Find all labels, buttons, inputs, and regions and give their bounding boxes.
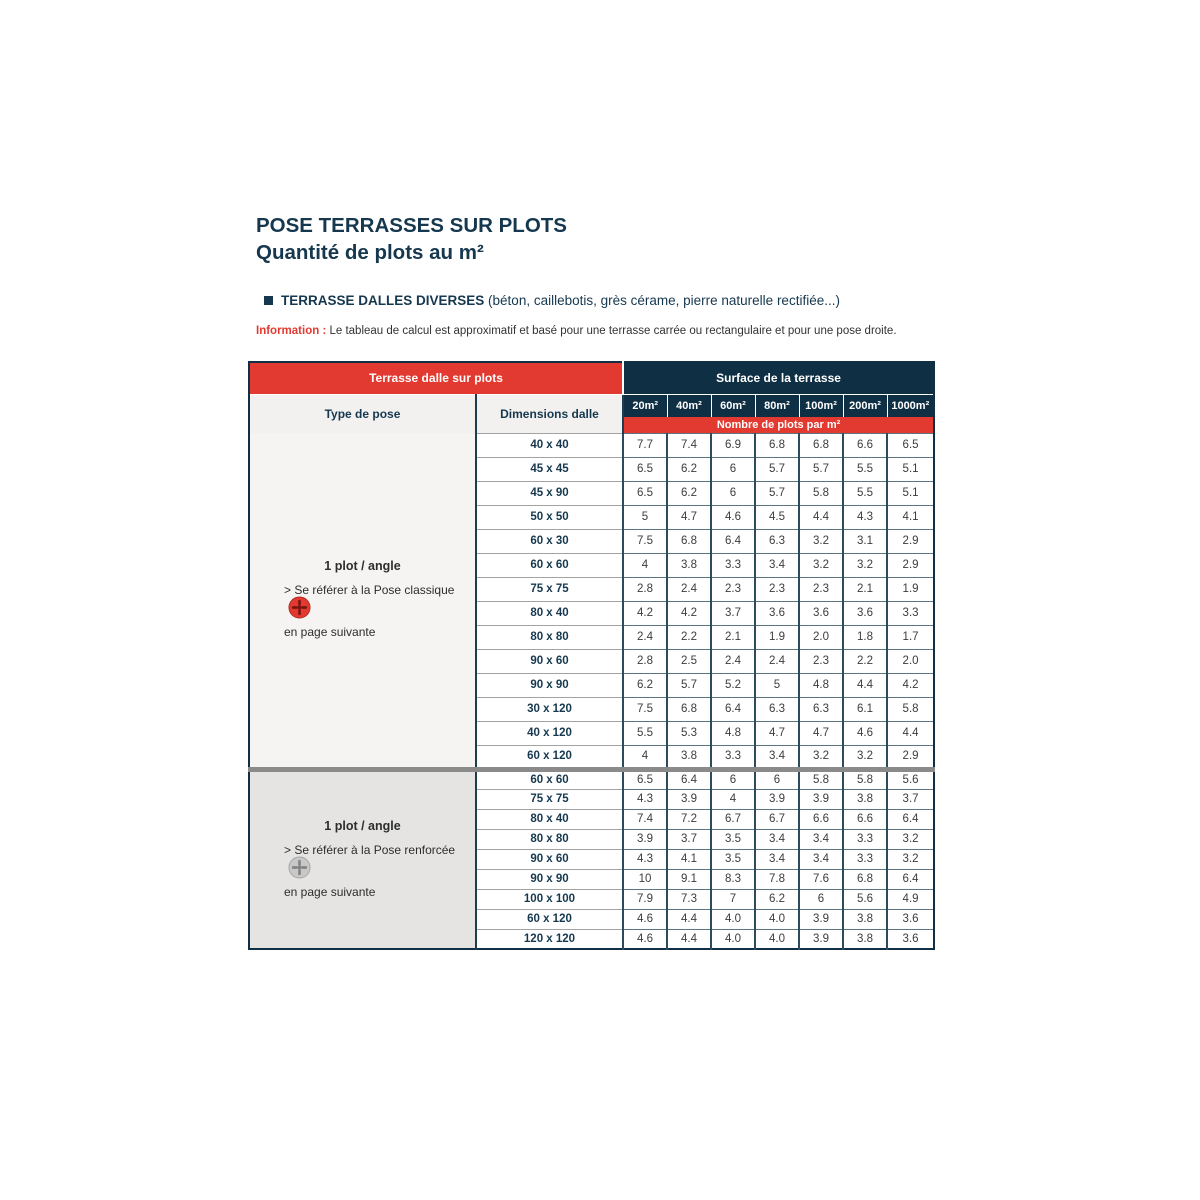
plots-value-cell: 2.9 xyxy=(887,529,934,553)
pose-note-line1: > Se référer à la Pose classique xyxy=(284,582,455,597)
plots-value-cell: 10 xyxy=(623,869,667,889)
plots-value-cell: 3.1 xyxy=(843,529,887,553)
plots-value-cell: 2.8 xyxy=(623,577,667,601)
plots-value-cell: 7.7 xyxy=(623,433,667,457)
plots-value-cell: 1.9 xyxy=(755,625,799,649)
plots-value-cell: 2.3 xyxy=(755,577,799,601)
plots-value-cell: 7.3 xyxy=(667,889,711,909)
plots-value-cell: 5.5 xyxy=(843,481,887,505)
dimension-cell: 60 x 30 xyxy=(476,529,623,553)
plots-value-cell: 2.4 xyxy=(711,649,755,673)
plots-value-cell: 6.8 xyxy=(755,433,799,457)
plots-value-cell: 2.0 xyxy=(799,625,843,649)
plots-value-cell: 6.6 xyxy=(843,809,887,829)
plots-value-cell: 3.4 xyxy=(755,745,799,769)
plots-value-cell: 4.6 xyxy=(711,505,755,529)
subheader-nombre-de-plots: Nombre de plots par m² xyxy=(623,417,934,433)
plots-value-cell: 3.9 xyxy=(799,909,843,929)
plots-value-cell: 3.4 xyxy=(799,829,843,849)
plots-value-cell: 2.4 xyxy=(623,625,667,649)
plots-value-cell: 5.5 xyxy=(843,457,887,481)
plots-value-cell: 2.2 xyxy=(843,649,887,673)
plots-value-cell: 4.0 xyxy=(755,929,799,949)
dimension-cell: 80 x 40 xyxy=(476,809,623,829)
column-header-60m2: 60m² xyxy=(711,394,755,417)
plots-value-cell: 7.2 xyxy=(667,809,711,829)
plots-value-cell: 7.5 xyxy=(623,697,667,721)
plots-value-cell: 5.8 xyxy=(843,769,887,789)
pose-classique-icon xyxy=(288,596,311,619)
plots-value-cell: 4.7 xyxy=(755,721,799,745)
pose-note-line2: en page suivante xyxy=(284,625,376,640)
dimension-cell: 80 x 40 xyxy=(476,601,623,625)
plots-value-cell: 5.7 xyxy=(755,457,799,481)
plots-value-cell: 3.3 xyxy=(711,745,755,769)
info-label: Information : xyxy=(256,325,327,337)
column-header-1000m2: 1000m² xyxy=(887,394,934,417)
plots-value-cell: 4.2 xyxy=(667,601,711,625)
plots-value-cell: 3.9 xyxy=(623,829,667,849)
plots-value-cell: 2.4 xyxy=(755,649,799,673)
plots-value-cell: 4.8 xyxy=(799,673,843,697)
plot-icon-wrap xyxy=(288,596,311,624)
plots-value-cell: 5.8 xyxy=(799,481,843,505)
plots-value-cell: 7.6 xyxy=(799,869,843,889)
plots-value-cell: 1.9 xyxy=(887,577,934,601)
plots-value-cell: 6.8 xyxy=(843,869,887,889)
plots-table-body xyxy=(249,433,934,949)
plots-value-cell: 6.5 xyxy=(623,769,667,789)
type-de-pose-cell xyxy=(249,433,476,769)
column-header-40m2: 40m² xyxy=(667,394,711,417)
plots-table xyxy=(248,361,935,950)
table-row xyxy=(249,433,934,457)
plots-value-cell: 5.1 xyxy=(887,481,934,505)
dimension-cell: 45 x 45 xyxy=(476,457,623,481)
plots-value-cell: 3.3 xyxy=(843,829,887,849)
dimension-cell: 90 x 60 xyxy=(476,649,623,673)
plots-value-cell: 4.4 xyxy=(887,721,934,745)
plots-value-cell: 5.6 xyxy=(887,769,934,789)
plots-value-cell: 6 xyxy=(711,481,755,505)
plots-value-cell: 6.3 xyxy=(799,697,843,721)
plots-value-cell: 1.8 xyxy=(843,625,887,649)
plots-value-cell: 6 xyxy=(755,769,799,789)
plots-value-cell: 6.3 xyxy=(755,529,799,553)
plots-value-cell: 3.3 xyxy=(843,849,887,869)
pose-type-title: 1 plot / angle xyxy=(324,558,401,573)
plots-value-cell: 6.7 xyxy=(755,809,799,829)
plots-value-cell: 3.8 xyxy=(843,789,887,809)
dimension-cell: 80 x 80 xyxy=(476,625,623,649)
plot-icon-wrap xyxy=(288,856,311,884)
plots-value-cell: 4.2 xyxy=(887,673,934,697)
plots-value-cell: 2.1 xyxy=(711,625,755,649)
plots-value-cell: 6.9 xyxy=(711,433,755,457)
header-terrasse-dalle-sur-plots: Terrasse dalle sur plots xyxy=(249,362,623,394)
plots-value-cell: 3.2 xyxy=(799,529,843,553)
plots-value-cell: 7.9 xyxy=(623,889,667,909)
plots-value-cell: 3.7 xyxy=(887,789,934,809)
plots-value-cell: 5.2 xyxy=(711,673,755,697)
plots-value-cell: 7.4 xyxy=(623,809,667,829)
pose-type-note xyxy=(250,842,475,901)
section-heading xyxy=(264,293,933,308)
plots-value-cell: 4.1 xyxy=(667,849,711,869)
plots-value-cell: 7.8 xyxy=(755,869,799,889)
column-header-20m2: 20m² xyxy=(623,394,667,417)
dimension-cell: 90 x 60 xyxy=(476,849,623,869)
plots-value-cell: 3.7 xyxy=(711,601,755,625)
plots-value-cell: 3.8 xyxy=(843,929,887,949)
plots-value-cell: 3.3 xyxy=(711,553,755,577)
plots-value-cell: 4.3 xyxy=(623,849,667,869)
plots-value-cell: 4.4 xyxy=(667,929,711,949)
plots-value-cell: 7.4 xyxy=(667,433,711,457)
plots-value-cell: 8.3 xyxy=(711,869,755,889)
plots-value-cell: 2.1 xyxy=(843,577,887,601)
plots-value-cell: 7.5 xyxy=(623,529,667,553)
dimension-cell: 120 x 120 xyxy=(476,929,623,949)
column-header-type-de-pose: Type de pose xyxy=(249,394,476,433)
plots-value-cell: 2.9 xyxy=(887,553,934,577)
plots-value-cell: 5.8 xyxy=(887,697,934,721)
plots-value-cell: 4.4 xyxy=(799,505,843,529)
plots-value-cell: 2.3 xyxy=(799,577,843,601)
page-title-line2: Quantité de plots au m² xyxy=(256,241,484,264)
plots-value-cell: 3.9 xyxy=(667,789,711,809)
plots-value-cell: 6.2 xyxy=(667,457,711,481)
plots-value-cell: 3.2 xyxy=(799,553,843,577)
pose-type-title: 1 plot / angle xyxy=(324,818,401,833)
plots-value-cell: 2.0 xyxy=(887,649,934,673)
plots-value-cell: 3.6 xyxy=(755,601,799,625)
plots-value-cell: 3.8 xyxy=(667,745,711,769)
plots-value-cell: 4.6 xyxy=(843,721,887,745)
plots-value-cell: 3.3 xyxy=(887,601,934,625)
type-de-pose-cell xyxy=(249,769,476,949)
plots-value-cell: 6.2 xyxy=(623,673,667,697)
plots-value-cell: 4.0 xyxy=(711,909,755,929)
dimension-cell: 90 x 90 xyxy=(476,869,623,889)
plots-value-cell: 3.9 xyxy=(799,789,843,809)
plots-value-cell: 3.4 xyxy=(755,829,799,849)
plots-value-cell: 3.9 xyxy=(799,929,843,949)
dimension-cell: 90 x 90 xyxy=(476,673,623,697)
plots-value-cell: 4.1 xyxy=(887,505,934,529)
plots-value-cell: 7 xyxy=(711,889,755,909)
table-row xyxy=(249,769,934,789)
plots-value-cell: 3.5 xyxy=(711,829,755,849)
plots-value-cell: 5.5 xyxy=(623,721,667,745)
dimension-cell: 45 x 90 xyxy=(476,481,623,505)
info-text: Le tableau de calcul est approximatif et basé pour une terrasse carrée ou rectangulaire et pour une pose droite. xyxy=(326,325,897,337)
pose-renforcee-icon xyxy=(288,856,311,879)
plots-value-cell: 3.6 xyxy=(799,601,843,625)
dimension-cell: 60 x 60 xyxy=(476,553,623,577)
page-title-line1: POSE TERRASSES SUR PLOTS xyxy=(256,214,567,237)
plots-value-cell: 4.5 xyxy=(755,505,799,529)
plots-value-cell: 4.0 xyxy=(755,909,799,929)
plots-value-cell: 6.7 xyxy=(711,809,755,829)
plots-value-cell: 2.4 xyxy=(667,577,711,601)
dimension-cell: 75 x 75 xyxy=(476,789,623,809)
plots-value-cell: 6.4 xyxy=(667,769,711,789)
plots-value-cell: 2.5 xyxy=(667,649,711,673)
plots-value-cell: 4.7 xyxy=(799,721,843,745)
dimension-cell: 40 x 120 xyxy=(476,721,623,745)
dimension-cell: 60 x 120 xyxy=(476,909,623,929)
plots-value-cell: 4.0 xyxy=(711,929,755,949)
plots-value-cell: 6.6 xyxy=(799,809,843,829)
plots-value-cell: 6.5 xyxy=(623,481,667,505)
plots-value-cell: 4.6 xyxy=(623,909,667,929)
plots-value-cell: 4.4 xyxy=(667,909,711,929)
plots-value-cell: 6.8 xyxy=(667,697,711,721)
plots-value-cell: 3.9 xyxy=(755,789,799,809)
plots-value-cell: 3.8 xyxy=(843,909,887,929)
plots-value-cell: 5.7 xyxy=(755,481,799,505)
dimension-cell: 60 x 60 xyxy=(476,769,623,789)
plots-value-cell: 6.4 xyxy=(887,809,934,829)
plots-value-cell: 6 xyxy=(799,889,843,909)
dimension-cell: 40 x 40 xyxy=(476,433,623,457)
plots-value-cell: 2.8 xyxy=(623,649,667,673)
plots-value-cell: 3.2 xyxy=(887,829,934,849)
pose-note-line1: > Se référer à la Pose renforcée xyxy=(284,842,456,857)
page-title xyxy=(256,212,933,266)
plots-value-cell: 3.2 xyxy=(843,553,887,577)
document-content xyxy=(248,212,933,950)
plots-value-cell: 4 xyxy=(623,553,667,577)
plots-value-cell: 6.6 xyxy=(843,433,887,457)
plots-value-cell: 5 xyxy=(623,505,667,529)
plots-value-cell: 3.2 xyxy=(887,849,934,869)
column-header-80m2: 80m² xyxy=(755,394,799,417)
plots-value-cell: 9.1 xyxy=(667,869,711,889)
dimension-cell: 60 x 120 xyxy=(476,745,623,769)
plots-value-cell: 3.4 xyxy=(755,553,799,577)
dimension-cell: 80 x 80 xyxy=(476,829,623,849)
plots-value-cell: 6.4 xyxy=(711,697,755,721)
plots-value-cell: 6 xyxy=(711,457,755,481)
plots-value-cell: 5.6 xyxy=(843,889,887,909)
plots-value-cell: 4.6 xyxy=(623,929,667,949)
pose-type-note xyxy=(250,582,475,641)
dimension-cell: 100 x 100 xyxy=(476,889,623,909)
square-bullet-icon xyxy=(264,296,273,305)
column-header-100m2: 100m² xyxy=(799,394,843,417)
plots-value-cell: 4.9 xyxy=(887,889,934,909)
dimension-cell: 30 x 120 xyxy=(476,697,623,721)
plots-value-cell: 3.6 xyxy=(843,601,887,625)
plots-value-cell: 4 xyxy=(623,745,667,769)
plots-value-cell: 5 xyxy=(755,673,799,697)
plots-value-cell: 6.5 xyxy=(623,457,667,481)
plots-value-cell: 5.8 xyxy=(799,769,843,789)
plots-value-cell: 2.2 xyxy=(667,625,711,649)
plots-value-cell: 6.2 xyxy=(755,889,799,909)
column-header-200m2: 200m² xyxy=(843,394,887,417)
plots-value-cell: 6.4 xyxy=(887,869,934,889)
plots-value-cell: 5.3 xyxy=(667,721,711,745)
plots-value-cell: 6.8 xyxy=(799,433,843,457)
plots-value-cell: 3.2 xyxy=(799,745,843,769)
plots-value-cell: 3.8 xyxy=(667,553,711,577)
plots-value-cell: 3.2 xyxy=(843,745,887,769)
plots-value-cell: 4.8 xyxy=(711,721,755,745)
dimension-cell: 50 x 50 xyxy=(476,505,623,529)
plots-value-cell: 6.2 xyxy=(667,481,711,505)
plots-value-cell: 3.4 xyxy=(755,849,799,869)
plots-value-cell: 4.3 xyxy=(623,789,667,809)
plots-value-cell: 6.5 xyxy=(887,433,934,457)
plots-value-cell: 3.6 xyxy=(887,909,934,929)
plots-value-cell: 5.7 xyxy=(799,457,843,481)
section-heading-bold: TERRASSE DALLES DIVERSES xyxy=(281,293,485,308)
plots-value-cell: 4.2 xyxy=(623,601,667,625)
plots-value-cell: 4.3 xyxy=(843,505,887,529)
plots-value-cell: 3.7 xyxy=(667,829,711,849)
plots-value-cell: 6.3 xyxy=(755,697,799,721)
info-line xyxy=(256,325,933,337)
plots-value-cell: 4 xyxy=(711,789,755,809)
pose-note-line2: en page suivante xyxy=(284,885,376,900)
section-heading-rest: (béton, caillebotis, grès cérame, pierre naturelle rectifiée...) xyxy=(484,293,840,308)
plots-value-cell: 4.7 xyxy=(667,505,711,529)
plots-value-cell: 3.5 xyxy=(711,849,755,869)
plots-value-cell: 2.3 xyxy=(799,649,843,673)
plots-value-cell: 4.4 xyxy=(843,673,887,697)
header-surface-de-la-terrasse: Surface de la terrasse xyxy=(623,362,934,394)
plots-value-cell: 5.7 xyxy=(667,673,711,697)
plots-value-cell: 3.6 xyxy=(887,929,934,949)
plots-value-cell: 6.1 xyxy=(843,697,887,721)
plots-value-cell: 2.3 xyxy=(711,577,755,601)
plots-value-cell: 5.1 xyxy=(887,457,934,481)
plots-value-cell: 1.7 xyxy=(887,625,934,649)
plots-value-cell: 6.4 xyxy=(711,529,755,553)
plots-value-cell: 3.4 xyxy=(799,849,843,869)
column-header-dimensions-dalle: Dimensions dalle xyxy=(476,394,623,433)
plots-value-cell: 2.9 xyxy=(887,745,934,769)
plots-value-cell: 6 xyxy=(711,769,755,789)
plots-value-cell: 6.8 xyxy=(667,529,711,553)
dimension-cell: 75 x 75 xyxy=(476,577,623,601)
